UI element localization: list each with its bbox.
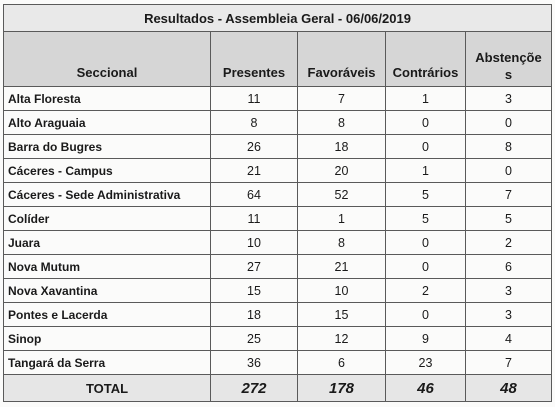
table-row xyxy=(4,351,552,375)
table-row xyxy=(4,231,552,255)
table-row xyxy=(4,207,552,231)
table-row xyxy=(4,111,552,135)
total-presentes: 272 xyxy=(211,375,298,402)
cell-abstencoes: 7 xyxy=(466,351,552,375)
table-row xyxy=(4,87,552,111)
cell-presentes: 11 xyxy=(211,207,298,231)
table-row xyxy=(4,183,552,207)
cell-favoraveis: 12 xyxy=(298,327,386,351)
cell-presentes: 10 xyxy=(211,231,298,255)
cell-contrarios: 23 xyxy=(386,351,466,375)
cell-presentes: 11 xyxy=(211,87,298,111)
header-contrarios: Contrários xyxy=(386,32,466,87)
cell-favoraveis: 8 xyxy=(298,231,386,255)
cell-presentes: 26 xyxy=(211,135,298,159)
cell-seccional: Barra do Bugres xyxy=(4,135,211,159)
cell-abstencoes: 3 xyxy=(466,279,552,303)
cell-seccional: Tangará da Serra xyxy=(4,351,211,375)
cell-contrarios: 0 xyxy=(386,231,466,255)
cell-presentes: 21 xyxy=(211,159,298,183)
cell-favoraveis: 52 xyxy=(298,183,386,207)
cell-seccional: Sinop xyxy=(4,327,211,351)
cell-contrarios: 2 xyxy=(386,279,466,303)
cell-seccional: Nova Xavantina xyxy=(4,279,211,303)
cell-contrarios: 0 xyxy=(386,135,466,159)
total-contrarios: 46 xyxy=(386,375,466,402)
cell-contrarios: 0 xyxy=(386,111,466,135)
cell-presentes: 36 xyxy=(211,351,298,375)
cell-presentes: 64 xyxy=(211,183,298,207)
cell-favoraveis: 6 xyxy=(298,351,386,375)
results-table xyxy=(3,4,552,402)
table-row xyxy=(4,159,552,183)
cell-presentes: 25 xyxy=(211,327,298,351)
cell-presentes: 15 xyxy=(211,279,298,303)
cell-abstencoes: 4 xyxy=(466,327,552,351)
cell-abstencoes: 5 xyxy=(466,207,552,231)
header-presentes: Presentes xyxy=(211,32,298,87)
header-seccional: Seccional xyxy=(4,32,211,87)
cell-favoraveis: 8 xyxy=(298,111,386,135)
cell-seccional: Colíder xyxy=(4,207,211,231)
cell-contrarios: 5 xyxy=(386,183,466,207)
table-row xyxy=(4,255,552,279)
cell-abstencoes: 2 xyxy=(466,231,552,255)
cell-seccional: Alta Floresta xyxy=(4,87,211,111)
table-title-row xyxy=(4,5,552,32)
total-favoraveis: 178 xyxy=(298,375,386,402)
cell-presentes: 18 xyxy=(211,303,298,327)
cell-favoraveis: 18 xyxy=(298,135,386,159)
cell-contrarios: 1 xyxy=(386,87,466,111)
cell-abstencoes: 0 xyxy=(466,111,552,135)
cell-abstencoes: 3 xyxy=(466,303,552,327)
cell-favoraveis: 7 xyxy=(298,87,386,111)
cell-contrarios: 9 xyxy=(386,327,466,351)
cell-favoraveis: 10 xyxy=(298,279,386,303)
cell-seccional: Juara xyxy=(4,231,211,255)
cell-favoraveis: 20 xyxy=(298,159,386,183)
cell-contrarios: 0 xyxy=(386,255,466,279)
cell-favoraveis: 1 xyxy=(298,207,386,231)
cell-presentes: 27 xyxy=(211,255,298,279)
cell-favoraveis: 21 xyxy=(298,255,386,279)
cell-abstencoes: 6 xyxy=(466,255,552,279)
header-abstencoes: Abstençõe s xyxy=(466,32,552,87)
cell-seccional: Nova Mutum xyxy=(4,255,211,279)
table-row xyxy=(4,327,552,351)
cell-seccional: Pontes e Lacerda xyxy=(4,303,211,327)
table-body xyxy=(4,87,552,375)
total-abstencoes: 48 xyxy=(466,375,552,402)
cell-presentes: 8 xyxy=(211,111,298,135)
table-row xyxy=(4,135,552,159)
table-title: Resultados - Assembleia Geral - 06/06/2019 xyxy=(4,5,552,32)
cell-seccional: Cáceres - Sede Administrativa xyxy=(4,183,211,207)
header-row xyxy=(4,32,552,87)
cell-seccional: Alto Araguaia xyxy=(4,111,211,135)
table-row xyxy=(4,279,552,303)
cell-seccional: Cáceres - Campus xyxy=(4,159,211,183)
cell-abstencoes: 0 xyxy=(466,159,552,183)
cell-abstencoes: 3 xyxy=(466,87,552,111)
cell-abstencoes: 7 xyxy=(466,183,552,207)
table-row xyxy=(4,303,552,327)
header-favoraveis: Favoráveis xyxy=(298,32,386,87)
cell-abstencoes: 8 xyxy=(466,135,552,159)
cell-contrarios: 0 xyxy=(386,303,466,327)
cell-favoraveis: 15 xyxy=(298,303,386,327)
total-label: TOTAL xyxy=(4,375,211,402)
total-row xyxy=(4,375,552,402)
cell-contrarios: 5 xyxy=(386,207,466,231)
cell-contrarios: 1 xyxy=(386,159,466,183)
